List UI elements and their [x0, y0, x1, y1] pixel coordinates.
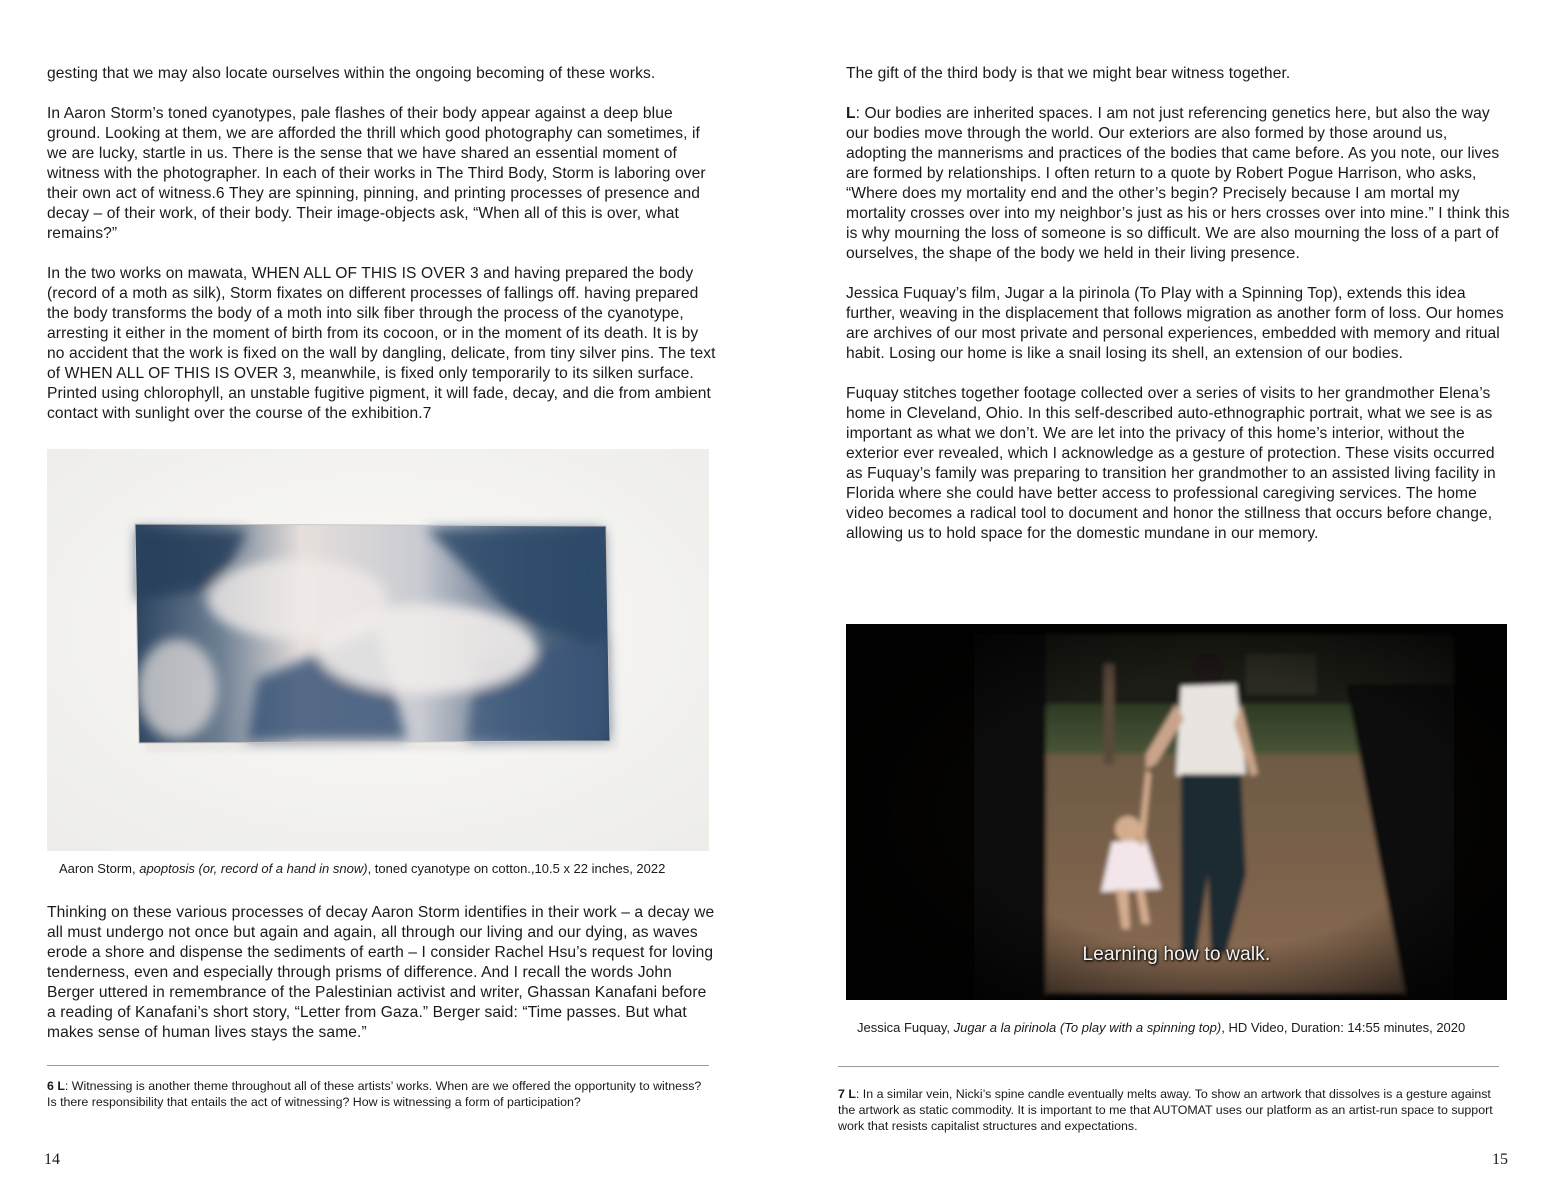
right-figure-caption	[857, 1020, 1465, 1036]
film-still-image	[846, 624, 1507, 1000]
page-number: 15	[1492, 1151, 1508, 1168]
left-figure-caption	[59, 861, 665, 877]
right-paragraph-1: The gift of the third body is that we might bear witness together.	[846, 65, 1291, 82]
cyanotype-artwork-image	[47, 449, 709, 851]
footnote-marker: 6 L	[47, 1079, 65, 1093]
interview-paragraph	[846, 104, 1510, 264]
footnote-divider	[47, 1065, 709, 1066]
right-page	[776, 0, 1552, 1199]
right-paragraph-4: Fuquay stitches together footage collected over a series of visits to her grandmother Elena’s home in Cleveland, Ohio. In this self-described auto-ethnographic portrait, what we see is as important as what we don’t. We are let into the privacy of this home’s interior, without the exterior ever revealed, which I acknowledge as a gesture of protection. These visits occurred as Fuquay’s family was preparing to transition her grandmother to an assisted living facility in Florida where she could have better access to professional caregiving services. The home video becomes a radical tool to document and honor the stillness that occurs before change, allowing us to hold space for the domestic mundane in our memory.	[846, 385, 1496, 542]
footnote-text: : In a similar vein, Nicki’s spine candle eventually melts away. To show an artwork that dissolves is a gesture against the artwork as static commodity. It is important to me that AUTOMAT uses our platform as an artist-run space to support work that resists capitalist structures and expectations.	[838, 1087, 1493, 1133]
left-paragraph-1: gesting that we may also locate ourselves within the ongoing becoming of these works.	[47, 65, 656, 82]
left-paragraph-3: In the two works on mawata, WHEN ALL OF THIS IS OVER 3 and having prepared the body (record of a moth as silk), Storm fixates on different processes of fallings off. having prepared the body transforms the body of a moth into silk fiber through the process of the cyanotype, arresting it either in the moment of birth from its cocoon, or in the moment of its death. It is by no accident that the work is fixed on the wall by dangling, delicate, from tiny silver pins. The text of WHEN ALL OF THIS IS OVER 3, meanwhile, is fixed only temporarily to its silken surface. Printed using chlorophyll, an unstable fugitive pigment, it will fade, decay, and die from ambient contact with sunlight over the course of the exhibition.7	[47, 265, 716, 422]
caption-details: , toned cyanotype on cotton.,10.5 x 22 inches, 2022	[367, 861, 666, 876]
interview-speaker: L	[846, 105, 856, 122]
page-number: 14	[44, 1151, 60, 1168]
cyanotype-artwork-svg	[47, 449, 709, 851]
caption-artist: Aaron Storm,	[59, 861, 136, 876]
footnote-marker: 7 L	[838, 1087, 856, 1101]
left-paragraph-2: In Aaron Storm’s toned cyanotypes, pale flashes of their body appear against a deep blue ground. Looking at them, we are afforded the thrill which good photography can sometimes, if we are lucky, startle in us. There is the sense that we have shared an essential moment of witness with the photographer. In each of their works in The Third Body, Storm is laboring over their own act of witness.6 They are spinning, pinning, and printing processes of presence and decay – of their work, of their body. Their image-objects ask, “When all of this is over, what remains?”	[47, 105, 706, 242]
caption-title: apoptosis (or, record of a hand in snow)	[139, 861, 368, 876]
caption-artist: Jessica Fuquay,	[857, 1020, 950, 1035]
right-body-text	[846, 64, 1510, 544]
footnote-text: : Witnessing is another theme throughout all of these artists’ works. When are we offered the opportunity to witness? Is there responsibility that entails the act of witnessing? How is witnessing a form of participation?	[47, 1079, 702, 1109]
right-paragraph-3: Jessica Fuquay’s film, Jugar a la pirinola (To Play with a Spinning Top), extends this idea further, weaving in the displacement that follows migration as another form of loss. Our homes are archives of our most private and personal experiences, embedded with memory and ritual habit. Losing our home is like a snail losing its shell, an extension of our bodies.	[846, 285, 1504, 362]
interview-text: : Our bodies are inherited spaces. I am not just referencing genetics here, but also the way our bodies move through the world. Our exteriors are also formed by those around us, adopting the mannerisms and practices of the bodies that came before. As you note, our lives are formed by relationships. I often return to a quote by Robert Pogue Harrison, who asks, “Where does my mortality end and the other’s begin? Precisely because I am mortal my mortality crosses over into my neighbor’s just as his or hers crosses over into mine.” I think this is why mourning the loss of someone is so difficult. We are also mourning the loss of a part of ourselves, the shape of the body we held in their living presence.	[846, 105, 1510, 262]
left-body-text-lower	[47, 903, 717, 1043]
footnote-7	[838, 1086, 1508, 1134]
caption-details: , HD Video, Duration: 14:55 minutes, 2020	[1221, 1020, 1466, 1035]
footnote-divider	[838, 1066, 1499, 1067]
video-subtitle: Learning how to walk.	[1082, 944, 1271, 965]
left-paragraph-4: Thinking on these various processes of decay Aaron Storm identifies in their work – a decay we all must undergo not once but again and again, all through our living and our dying, as waves erode a shore and dispense the sediments of earth – I consider Rachel Hsu’s request for loving tenderness, even and especially through prisms of difference. And I recall the words John Berger uttered in remembrance of the Palestinian activist and writer, Ghassan Kanafani before a reading of Kanafani’s short story, “Letter from Gaza.” Berger said: “Time passes. But what makes sense of human lives stays the same.”	[47, 904, 715, 1041]
caption-title: Jugar a la pirinola (To play with a spinning top)	[953, 1020, 1222, 1035]
left-body-text	[47, 64, 717, 424]
footnote-6	[47, 1078, 707, 1110]
